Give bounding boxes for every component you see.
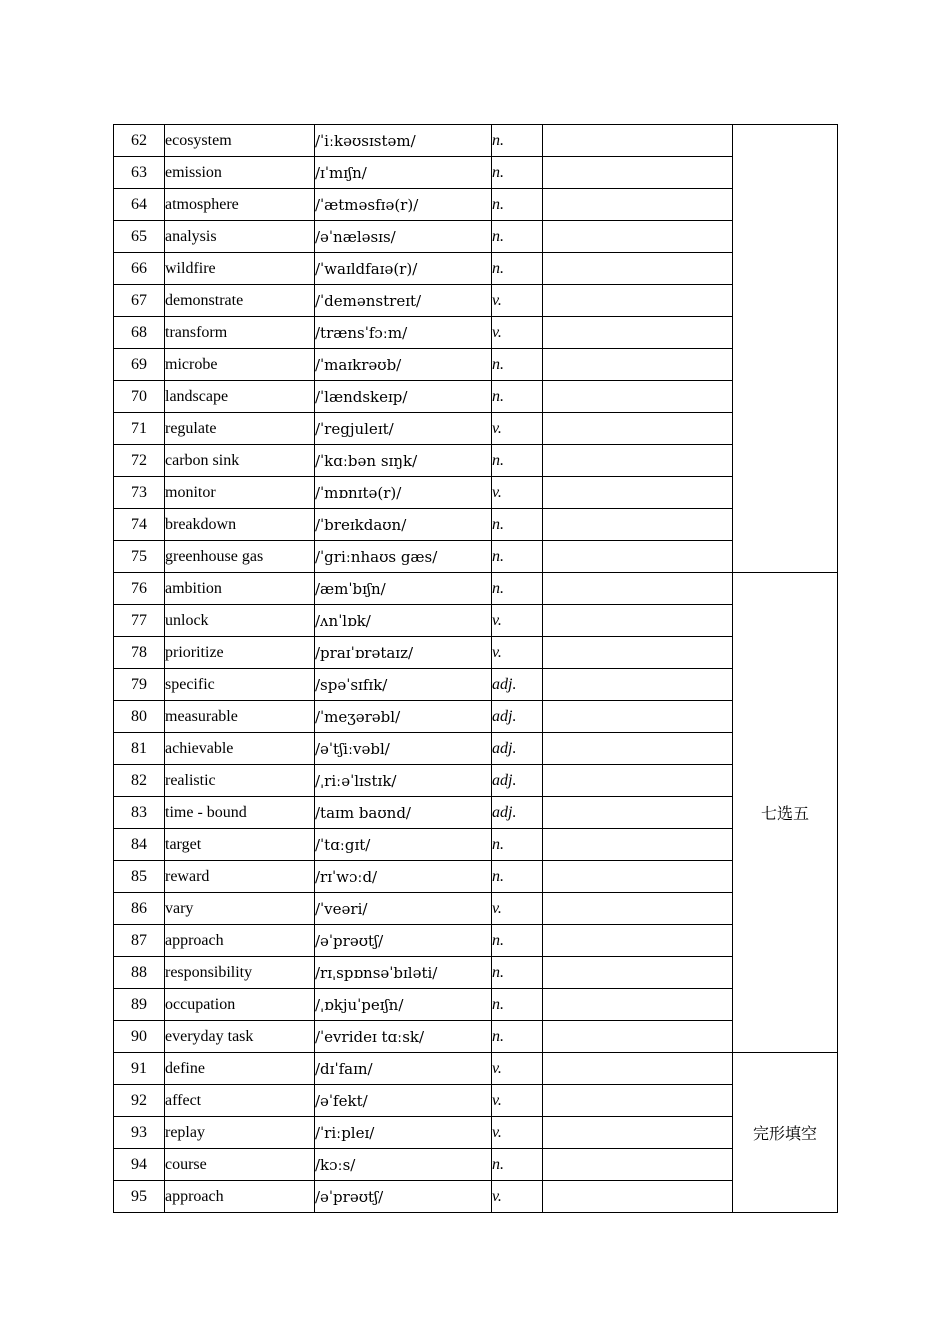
meaning-cell — [543, 253, 733, 285]
word-cell: occupation — [165, 989, 315, 1021]
meaning-cell — [543, 1085, 733, 1117]
meaning-cell — [543, 125, 733, 157]
word-number: 93 — [114, 1117, 165, 1149]
phonetic-cell: /rɪˌspɒnsəˈbɪləti/ — [315, 957, 492, 989]
table-row — [114, 221, 838, 253]
part-of-speech-cell: v. — [492, 477, 543, 509]
meaning-cell — [543, 477, 733, 509]
word-cell: everyday task — [165, 1021, 315, 1053]
meaning-cell — [543, 605, 733, 637]
phonetic-cell: /ˌriːəˈlɪstɪk/ — [315, 765, 492, 797]
phonetic-cell: /ˈriːpleɪ/ — [315, 1117, 492, 1149]
phonetic-cell: /ˈætməsfɪə(r)/ — [315, 189, 492, 221]
meaning-cell — [543, 189, 733, 221]
phonetic-cell: /ʌnˈlɒk/ — [315, 605, 492, 637]
table-row — [114, 285, 838, 317]
table-row — [114, 605, 838, 637]
word-number: 71 — [114, 413, 165, 445]
section-label-cell: 七选五 — [733, 573, 838, 1053]
word-number: 81 — [114, 733, 165, 765]
word-number: 70 — [114, 381, 165, 413]
section-label-cell: 完形填空 — [733, 1053, 838, 1213]
word-cell: replay — [165, 1117, 315, 1149]
part-of-speech-cell: n. — [492, 573, 543, 605]
table-row — [114, 381, 838, 413]
meaning-cell — [543, 637, 733, 669]
meaning-cell — [543, 797, 733, 829]
table-row — [114, 349, 838, 381]
word-number: 73 — [114, 477, 165, 509]
part-of-speech-cell: v. — [492, 1117, 543, 1149]
phonetic-cell: /ˈlændskeɪp/ — [315, 381, 492, 413]
part-of-speech-cell: v. — [492, 317, 543, 349]
word-cell: approach — [165, 925, 315, 957]
table-row — [114, 317, 838, 349]
meaning-cell — [543, 317, 733, 349]
word-cell: atmosphere — [165, 189, 315, 221]
word-number: 75 — [114, 541, 165, 573]
part-of-speech-cell: n. — [492, 381, 543, 413]
word-number: 63 — [114, 157, 165, 189]
word-cell: approach — [165, 1181, 315, 1213]
table-row — [114, 1053, 838, 1085]
word-number: 85 — [114, 861, 165, 893]
meaning-cell — [543, 349, 733, 381]
part-of-speech-cell: v. — [492, 893, 543, 925]
table-row — [114, 701, 838, 733]
phonetic-cell: /əˈnæləsɪs/ — [315, 221, 492, 253]
word-number: 87 — [114, 925, 165, 957]
meaning-cell — [543, 861, 733, 893]
part-of-speech-cell: n. — [492, 957, 543, 989]
word-cell: microbe — [165, 349, 315, 381]
word-cell: realistic — [165, 765, 315, 797]
meaning-cell — [543, 701, 733, 733]
word-number: 65 — [114, 221, 165, 253]
phonetic-cell: /ˈmɒnɪtə(r)/ — [315, 477, 492, 509]
phonetic-cell: /ˈiːkəʊsɪstəm/ — [315, 125, 492, 157]
part-of-speech-cell: v. — [492, 637, 543, 669]
word-cell: analysis — [165, 221, 315, 253]
phonetic-cell: /əˈprəʊtʃ/ — [315, 1181, 492, 1213]
word-cell: landscape — [165, 381, 315, 413]
word-cell: prioritize — [165, 637, 315, 669]
part-of-speech-cell: adj. — [492, 733, 543, 765]
word-number: 88 — [114, 957, 165, 989]
part-of-speech-cell: v. — [492, 413, 543, 445]
section-label-cell — [733, 125, 838, 573]
part-of-speech-cell: n. — [492, 509, 543, 541]
word-cell: vary — [165, 893, 315, 925]
table-row — [114, 125, 838, 157]
meaning-cell — [543, 1021, 733, 1053]
word-cell: unlock — [165, 605, 315, 637]
phonetic-cell: /ˈbreɪkdaʊn/ — [315, 509, 492, 541]
meaning-cell — [543, 573, 733, 605]
table-row — [114, 253, 838, 285]
table-row — [114, 957, 838, 989]
phonetic-cell: /ˈmaɪkrəʊb/ — [315, 349, 492, 381]
word-number: 76 — [114, 573, 165, 605]
word-number: 89 — [114, 989, 165, 1021]
part-of-speech-cell: v. — [492, 605, 543, 637]
table-row — [114, 1021, 838, 1053]
table-row — [114, 925, 838, 957]
table-row — [114, 1085, 838, 1117]
part-of-speech-cell: n. — [492, 861, 543, 893]
part-of-speech-cell: n. — [492, 925, 543, 957]
word-cell: demonstrate — [165, 285, 315, 317]
table-row — [114, 989, 838, 1021]
word-number: 92 — [114, 1085, 165, 1117]
part-of-speech-cell: n. — [492, 1149, 543, 1181]
word-number: 83 — [114, 797, 165, 829]
table-row — [114, 765, 838, 797]
word-number: 82 — [114, 765, 165, 797]
word-cell: define — [165, 1053, 315, 1085]
part-of-speech-cell: v. — [492, 1053, 543, 1085]
phonetic-cell: /əˈtʃiːvəbl/ — [315, 733, 492, 765]
meaning-cell — [543, 1181, 733, 1213]
meaning-cell — [543, 285, 733, 317]
table-row — [114, 1149, 838, 1181]
table-row — [114, 893, 838, 925]
word-cell: wildfire — [165, 253, 315, 285]
part-of-speech-cell: n. — [492, 445, 543, 477]
word-cell: specific — [165, 669, 315, 701]
meaning-cell — [543, 733, 733, 765]
word-cell: breakdown — [165, 509, 315, 541]
phonetic-cell: /ˌɒkjuˈpeɪʃn/ — [315, 989, 492, 1021]
phonetic-cell: /æmˈbɪʃn/ — [315, 573, 492, 605]
meaning-cell — [543, 413, 733, 445]
phonetic-cell: /ˈwaɪldfaɪə(r)/ — [315, 253, 492, 285]
word-number: 79 — [114, 669, 165, 701]
meaning-cell — [543, 541, 733, 573]
meaning-cell — [543, 893, 733, 925]
word-number: 69 — [114, 349, 165, 381]
meaning-cell — [543, 1117, 733, 1149]
meaning-cell — [543, 829, 733, 861]
part-of-speech-cell: v. — [492, 285, 543, 317]
vocabulary-table-body — [114, 125, 838, 1213]
table-row — [114, 637, 838, 669]
word-cell: course — [165, 1149, 315, 1181]
table-row — [114, 541, 838, 573]
phonetic-cell: /rɪˈwɔːd/ — [315, 861, 492, 893]
meaning-cell — [543, 445, 733, 477]
part-of-speech-cell: n. — [492, 541, 543, 573]
meaning-cell — [543, 381, 733, 413]
phonetic-cell: /dɪˈfaɪn/ — [315, 1053, 492, 1085]
word-cell: responsibility — [165, 957, 315, 989]
part-of-speech-cell: n. — [492, 989, 543, 1021]
part-of-speech-cell: adj. — [492, 701, 543, 733]
word-cell: time - bound — [165, 797, 315, 829]
word-cell: measurable — [165, 701, 315, 733]
table-row — [114, 573, 838, 605]
word-cell: affect — [165, 1085, 315, 1117]
phonetic-cell: /trænsˈfɔːm/ — [315, 317, 492, 349]
table-row — [114, 189, 838, 221]
word-number: 62 — [114, 125, 165, 157]
table-row — [114, 1117, 838, 1149]
part-of-speech-cell: n. — [492, 1021, 543, 1053]
word-number: 68 — [114, 317, 165, 349]
phonetic-cell: /ˈveəri/ — [315, 893, 492, 925]
table-row — [114, 861, 838, 893]
meaning-cell — [543, 925, 733, 957]
phonetic-cell: /ˈdemənstreɪt/ — [315, 285, 492, 317]
table-row — [114, 797, 838, 829]
phonetic-cell: /ˈmeʒərəbl/ — [315, 701, 492, 733]
word-cell: carbon sink — [165, 445, 315, 477]
meaning-cell — [543, 1149, 733, 1181]
phonetic-cell: /kɔːs/ — [315, 1149, 492, 1181]
phonetic-cell: /taɪm baʊnd/ — [315, 797, 492, 829]
word-cell: ambition — [165, 573, 315, 605]
meaning-cell — [543, 765, 733, 797]
part-of-speech-cell: n. — [492, 253, 543, 285]
meaning-cell — [543, 989, 733, 1021]
phonetic-cell: /ˈtɑːgɪt/ — [315, 829, 492, 861]
meaning-cell — [543, 157, 733, 189]
word-number: 66 — [114, 253, 165, 285]
part-of-speech-cell: adj. — [492, 669, 543, 701]
table-row — [114, 445, 838, 477]
word-number: 91 — [114, 1053, 165, 1085]
word-number: 94 — [114, 1149, 165, 1181]
phonetic-cell: /ˈkɑːbən sɪŋk/ — [315, 445, 492, 477]
word-number: 78 — [114, 637, 165, 669]
word-number: 84 — [114, 829, 165, 861]
word-number: 77 — [114, 605, 165, 637]
part-of-speech-cell: adj. — [492, 765, 543, 797]
part-of-speech-cell: adj. — [492, 797, 543, 829]
part-of-speech-cell: n. — [492, 829, 543, 861]
phonetic-cell: /ˈregjuleɪt/ — [315, 413, 492, 445]
table-row — [114, 829, 838, 861]
table-row — [114, 413, 838, 445]
table-row — [114, 157, 838, 189]
table-row — [114, 477, 838, 509]
phonetic-cell: /praɪˈɒrətaɪz/ — [315, 637, 492, 669]
word-cell: regulate — [165, 413, 315, 445]
part-of-speech-cell: n. — [492, 125, 543, 157]
part-of-speech-cell: n. — [492, 349, 543, 381]
part-of-speech-cell: n. — [492, 189, 543, 221]
phonetic-cell: /spəˈsɪfɪk/ — [315, 669, 492, 701]
vocabulary-table — [113, 124, 838, 1213]
table-row — [114, 1181, 838, 1213]
word-cell: target — [165, 829, 315, 861]
meaning-cell — [543, 1053, 733, 1085]
word-cell: greenhouse gas — [165, 541, 315, 573]
part-of-speech-cell: v. — [492, 1085, 543, 1117]
word-cell: emission — [165, 157, 315, 189]
word-number: 80 — [114, 701, 165, 733]
part-of-speech-cell: v. — [492, 1181, 543, 1213]
word-number: 72 — [114, 445, 165, 477]
word-cell: reward — [165, 861, 315, 893]
phonetic-cell: /əˈprəʊtʃ/ — [315, 925, 492, 957]
word-cell: monitor — [165, 477, 315, 509]
table-row — [114, 509, 838, 541]
meaning-cell — [543, 221, 733, 253]
word-cell: transform — [165, 317, 315, 349]
meaning-cell — [543, 669, 733, 701]
part-of-speech-cell: n. — [492, 221, 543, 253]
phonetic-cell: /ˈgriːnhaʊs gæs/ — [315, 541, 492, 573]
table-row — [114, 669, 838, 701]
word-number: 95 — [114, 1181, 165, 1213]
table-row — [114, 733, 838, 765]
word-number: 64 — [114, 189, 165, 221]
word-cell: achievable — [165, 733, 315, 765]
phonetic-cell: /əˈfekt/ — [315, 1085, 492, 1117]
meaning-cell — [543, 509, 733, 541]
word-cell: ecosystem — [165, 125, 315, 157]
phonetic-cell: /ɪˈmɪʃn/ — [315, 157, 492, 189]
meaning-cell — [543, 957, 733, 989]
word-number: 90 — [114, 1021, 165, 1053]
word-number: 74 — [114, 509, 165, 541]
phonetic-cell: /ˈevrideɪ tɑːsk/ — [315, 1021, 492, 1053]
word-number: 67 — [114, 285, 165, 317]
word-number: 86 — [114, 893, 165, 925]
part-of-speech-cell: n. — [492, 157, 543, 189]
